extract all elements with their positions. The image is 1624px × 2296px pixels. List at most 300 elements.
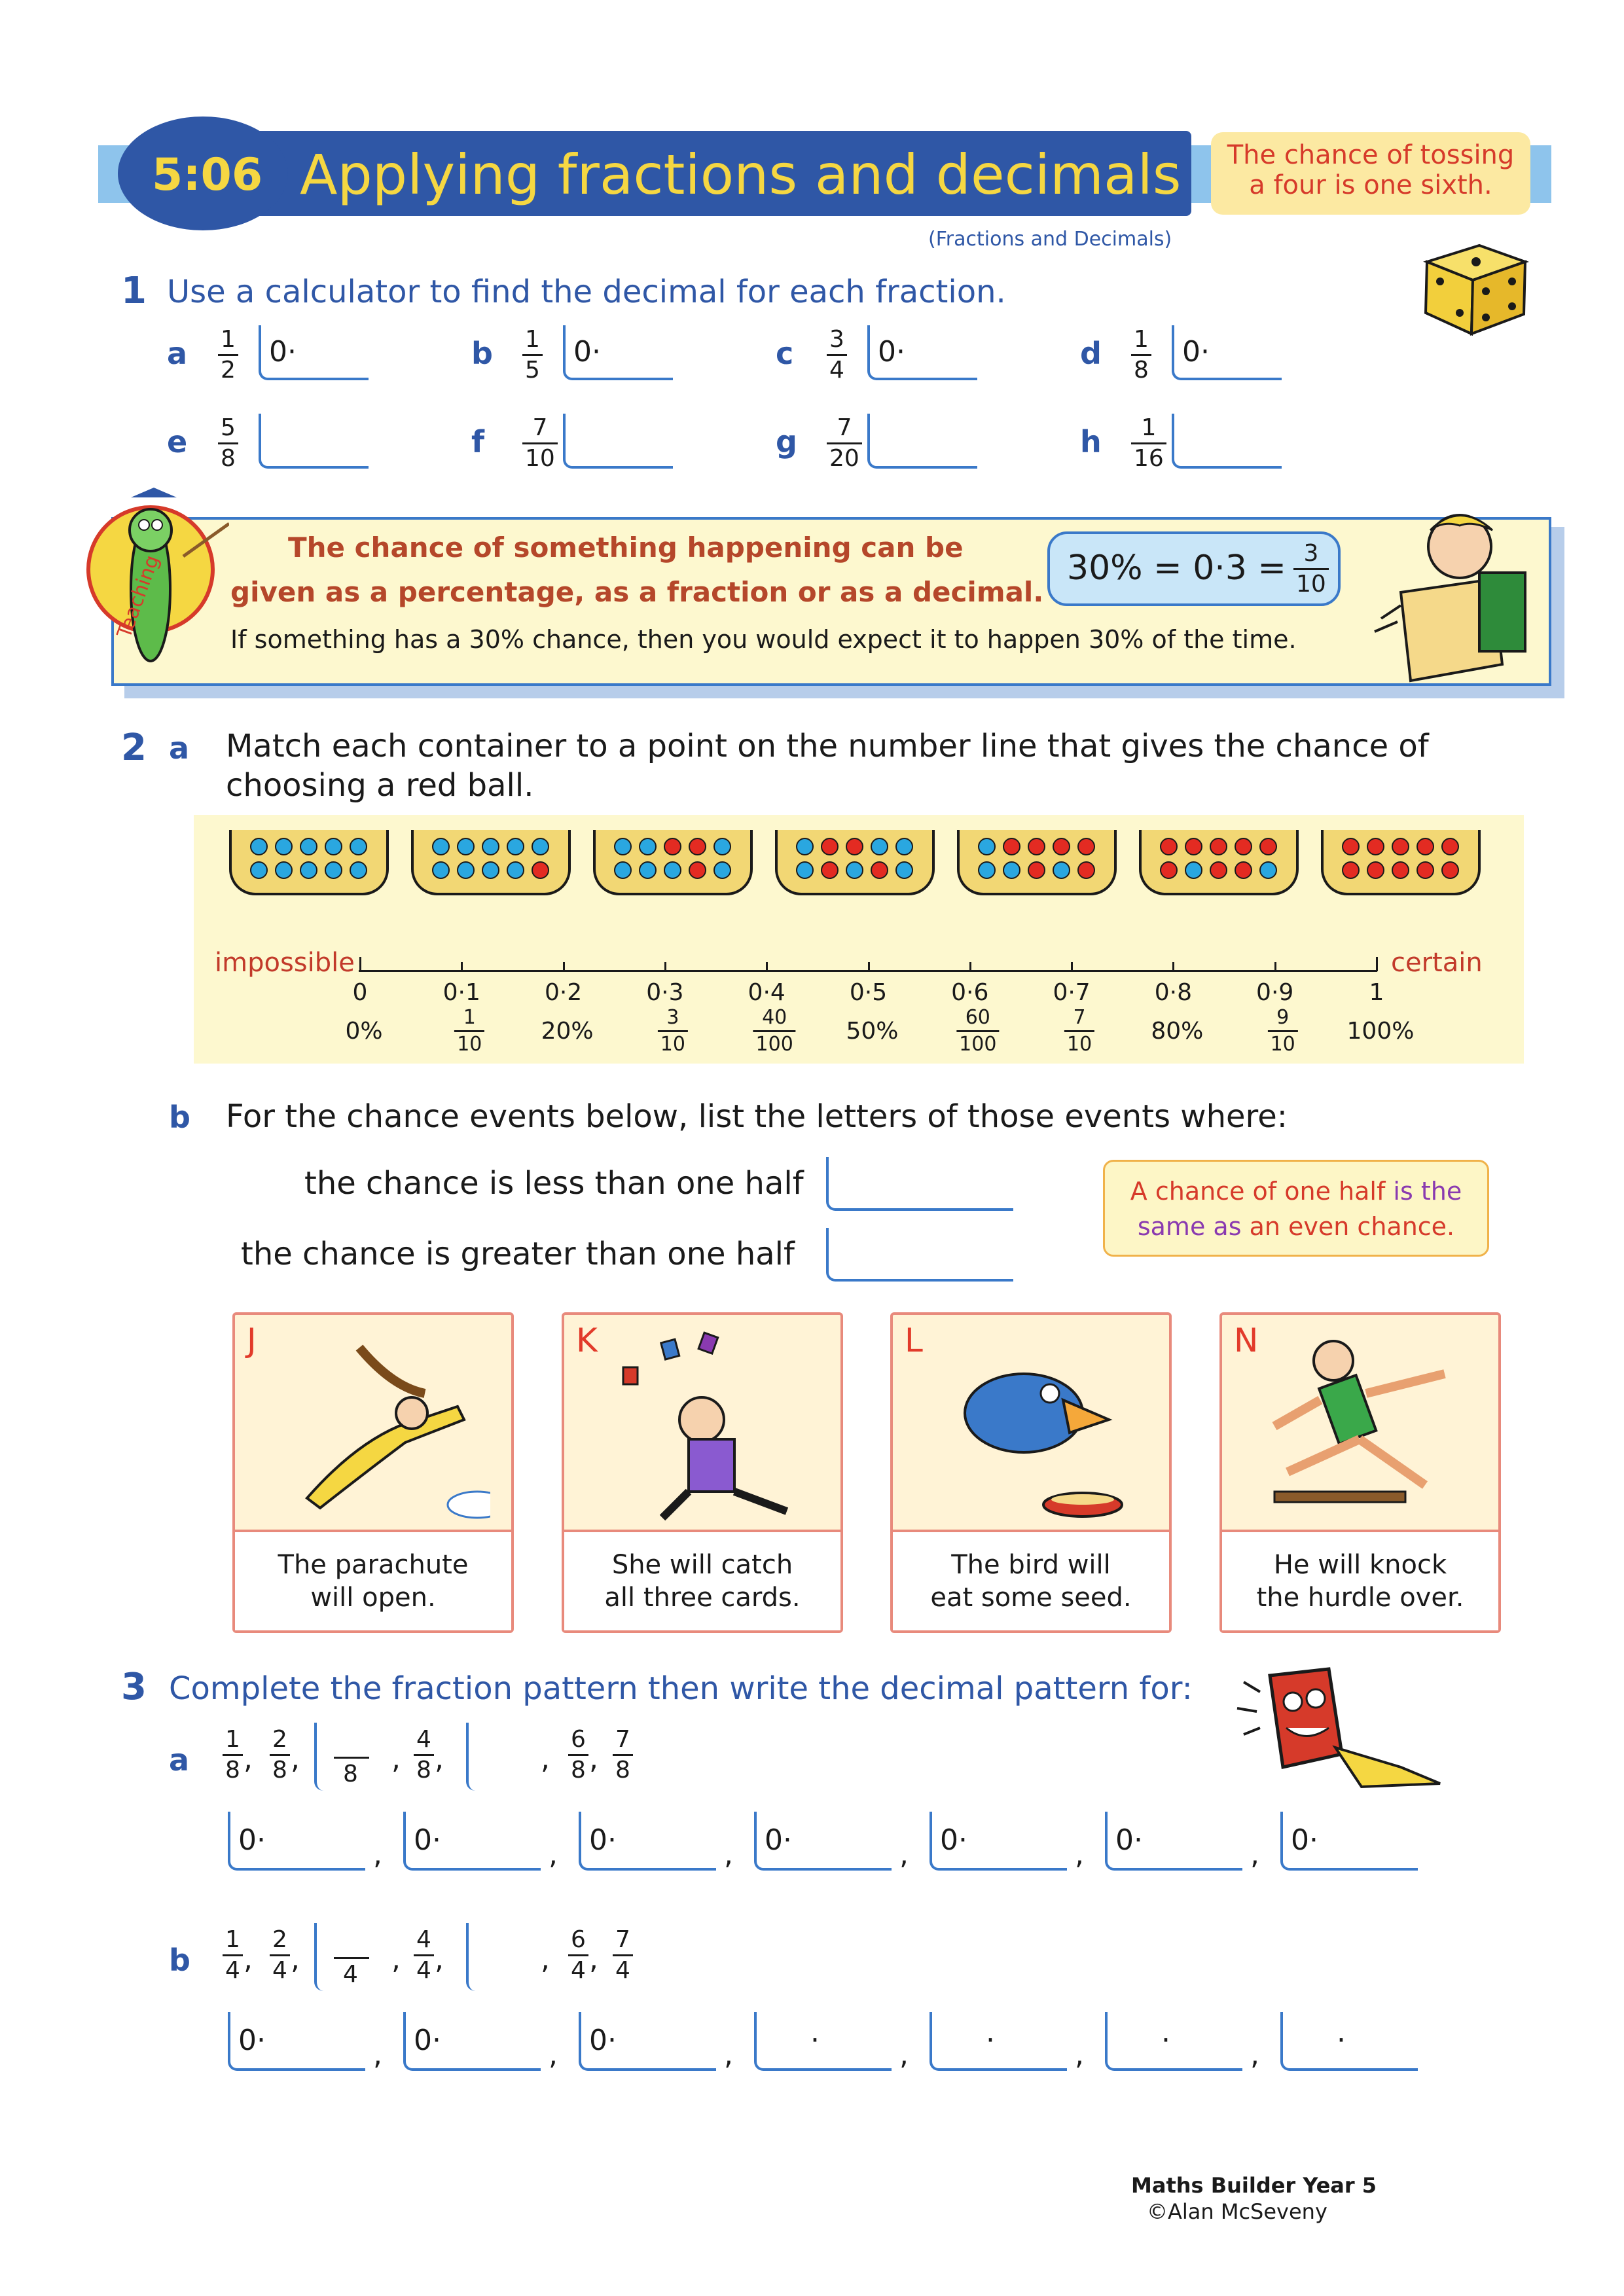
number-line-fraction	[1268, 1008, 1298, 1054]
blank-denominator: 8	[343, 1761, 358, 1787]
decimal-pattern-box[interactable]	[403, 1812, 541, 1871]
numerator: 6	[571, 1726, 586, 1753]
pattern-fraction	[568, 1928, 588, 1982]
pattern-fraction	[270, 1728, 290, 1782]
numerator: 2	[272, 1926, 287, 1953]
comma: ,	[244, 1742, 253, 1776]
red-ball	[532, 861, 549, 879]
blue-ball	[614, 838, 632, 855]
comma: ,	[373, 2038, 382, 2072]
number-line-decimal: 0	[352, 979, 368, 1006]
decimal-pattern-box[interactable]	[754, 2012, 892, 2071]
card-caption: The parachute will open.	[235, 1530, 511, 1630]
note-part-3: same as	[1137, 1212, 1250, 1241]
prefill-text: 0·	[940, 1823, 967, 1857]
denominator: 10	[1064, 1030, 1094, 1054]
bird-illustration	[919, 1328, 1148, 1531]
number-line-fraction	[454, 1008, 484, 1054]
card-letter: N	[1234, 1321, 1259, 1359]
less-than-half-text: the chance is less than one half	[304, 1165, 804, 1202]
dice-icon	[1414, 229, 1538, 340]
red-ball	[1053, 838, 1070, 855]
number-line-tick	[868, 962, 870, 971]
red-ball	[1259, 838, 1277, 855]
question-2a-line-2: choosing a red ball.	[226, 767, 534, 804]
blue-ball	[275, 838, 293, 855]
prefill-text: 0·	[414, 2023, 441, 2057]
student-box-illustration	[1362, 494, 1558, 684]
red-ball	[1342, 861, 1360, 879]
blue-ball	[978, 861, 996, 879]
red-ball	[1392, 838, 1409, 855]
card-catcher-illustration	[590, 1328, 820, 1531]
blue-ball	[457, 838, 475, 855]
comma: ,	[1075, 2038, 1084, 2072]
card-letter: L	[905, 1321, 923, 1359]
pattern-fraction	[414, 1728, 434, 1782]
numerator: 1	[225, 1926, 240, 1953]
blue-ball	[1259, 861, 1277, 879]
number-line-tick	[1172, 962, 1174, 971]
fraction-blank[interactable]	[466, 1923, 538, 1991]
fraction-bar	[334, 1957, 369, 1959]
fraction-blank[interactable]	[466, 1723, 538, 1791]
red-ball	[1235, 838, 1252, 855]
prefill-text: 0·	[414, 1823, 441, 1857]
denominator: 100	[956, 1030, 999, 1054]
question-1-label: a	[167, 336, 188, 371]
ball-container	[229, 830, 389, 895]
decimal-answer-box[interactable]	[563, 325, 673, 380]
red-ball	[1441, 861, 1459, 879]
certain-label: certain	[1391, 948, 1483, 978]
blue-ball	[275, 861, 293, 879]
question-1-label: b	[471, 336, 493, 371]
blue-ball	[432, 861, 450, 879]
red-ball	[1077, 838, 1095, 855]
footer-book-title: Maths Builder Year 5	[1131, 2173, 1377, 2198]
card-caption: He will knock the hurdle over.	[1222, 1530, 1498, 1630]
red-ball	[1367, 861, 1384, 879]
question-3-text: Complete the fraction pattern then write the decimal pattern for:	[169, 1670, 1193, 1707]
page-title: Applying fractions and decimals	[300, 143, 1182, 207]
prefill-text: ·	[986, 2023, 995, 2057]
numerator: 7	[615, 1926, 630, 1953]
numerator: 1	[1141, 414, 1157, 441]
teaching-line-2: given as a percentage, as a fraction or as a decimal.	[230, 576, 1044, 608]
impossible-label: impossible	[215, 948, 355, 978]
numerator: 7	[1073, 1006, 1086, 1029]
numerator: 6	[571, 1926, 586, 1953]
blue-ball	[457, 861, 475, 879]
prefill-text: 0·	[589, 1823, 617, 1857]
blue-ball	[482, 861, 499, 879]
note-part-1: A chance of one half	[1130, 1177, 1394, 1206]
blue-ball	[507, 838, 524, 855]
event-card-l	[890, 1312, 1172, 1633]
blue-ball	[713, 861, 731, 879]
blue-ball	[482, 838, 499, 855]
question-3-number: 3	[121, 1666, 147, 1708]
red-ball	[664, 838, 681, 855]
comma: ,	[391, 1943, 401, 1976]
decimal-pattern-box[interactable]	[403, 2012, 541, 2071]
section-subtitle: (Fractions and Decimals)	[928, 228, 1172, 251]
number-line-percent: 50%	[846, 1018, 899, 1045]
number-line-fraction	[658, 1008, 688, 1054]
denominator: 100	[753, 1030, 796, 1054]
pattern-fraction	[223, 1728, 243, 1782]
number-line-tick	[766, 962, 768, 971]
numerator: 1	[225, 1726, 240, 1753]
decimal-answer-box[interactable]	[867, 325, 977, 380]
question-1-fraction	[1131, 416, 1166, 471]
question-1-text: Use a calculator to find the decimal for each fraction.	[167, 274, 1006, 310]
red-ball	[1367, 838, 1384, 855]
comma: ,	[435, 1943, 444, 1976]
red-ball	[1342, 838, 1360, 855]
red-ball	[1235, 861, 1252, 879]
note-part-2: is the	[1393, 1177, 1462, 1206]
comma: ,	[589, 1943, 598, 1976]
ball-container	[593, 830, 753, 895]
tip-line-1: The chance of tossing	[1227, 140, 1515, 170]
prefill-text: ·	[810, 2023, 820, 2057]
comma: ,	[291, 1943, 300, 1976]
denominator: 4	[827, 354, 847, 382]
blue-ball	[614, 861, 632, 879]
question-2b-text: For the chance events below, list the letters of those events where:	[226, 1098, 1288, 1135]
denominator: 8	[414, 1754, 434, 1782]
blue-ball	[1003, 861, 1020, 879]
number-line-fraction	[956, 1008, 999, 1054]
denominator: 10	[454, 1030, 484, 1054]
number-line-tick	[461, 962, 463, 971]
denominator: 8	[613, 1754, 633, 1782]
prefill-text: 0·	[765, 1823, 792, 1857]
question-1-label: e	[167, 424, 188, 459]
card-caption: She will catch all three cards.	[564, 1530, 840, 1630]
question-1-number: 1	[121, 270, 147, 312]
denominator: 10	[522, 442, 558, 471]
blank-denominator: 4	[343, 1961, 358, 1988]
teaching-line-3: If something has a 30% chance, then you would expect it to happen 30% of the time.	[230, 625, 1297, 654]
decimal-pattern-box[interactable]	[929, 1812, 1067, 1871]
decimal-pattern-box[interactable]	[228, 1812, 365, 1871]
numerator: 1	[463, 1006, 476, 1029]
number-line-decimal: 0·2	[544, 979, 583, 1006]
blue-ball	[507, 861, 524, 879]
denominator: 8	[270, 1754, 290, 1782]
number-line-decimal: 0·3	[646, 979, 684, 1006]
pattern-fraction	[414, 1928, 434, 1982]
ball-container	[957, 830, 1117, 895]
red-ball	[1160, 861, 1178, 879]
blue-ball	[664, 861, 681, 879]
tip-box	[1211, 132, 1530, 215]
blue-ball	[300, 861, 317, 879]
blue-ball	[713, 838, 731, 855]
comma: ,	[589, 1742, 598, 1776]
decimal-answer-box[interactable]	[867, 414, 977, 469]
prefill-text: 0·	[573, 334, 601, 368]
ball-container	[775, 830, 935, 895]
number-line-percent: 20%	[541, 1018, 594, 1045]
number-line-tick	[1376, 957, 1378, 971]
question-2a-label: a	[169, 730, 190, 766]
blue-ball	[796, 861, 814, 879]
red-ball	[1003, 838, 1020, 855]
denominator: 10	[658, 1030, 688, 1054]
red-ball	[689, 838, 706, 855]
decimal-answer-box[interactable]	[1172, 325, 1282, 380]
question-1-fraction	[827, 328, 847, 382]
comma: ,	[549, 1838, 558, 1871]
decimal-pattern-box[interactable]	[1280, 1812, 1418, 1871]
number-line-decimal: 0·5	[849, 979, 888, 1006]
less-than-half-answer[interactable]	[826, 1157, 1013, 1211]
prefill-text: ·	[1161, 2023, 1170, 2057]
comma: ,	[899, 2038, 909, 2072]
number-line-decimal: 1	[1369, 979, 1384, 1006]
red-ball	[1160, 838, 1178, 855]
denominator: 10	[1268, 1030, 1298, 1054]
red-ball	[1392, 861, 1409, 879]
number-line-decimal: 0·7	[1053, 979, 1091, 1006]
comma: ,	[899, 1838, 909, 1871]
denominator: 4	[223, 1954, 243, 1982]
red-ball	[1185, 838, 1202, 855]
blue-ball	[871, 838, 888, 855]
footer-copyright: ©Alan McSeveny	[1147, 2199, 1327, 2224]
decimal-pattern-box[interactable]	[579, 2012, 716, 2071]
blue-ball	[796, 838, 814, 855]
question-1-fraction	[1131, 328, 1151, 382]
formula-fraction: $\frac{3}{10}$	[1293, 542, 1329, 596]
prefill-text: 0·	[589, 2023, 617, 2057]
numerator: 5	[221, 414, 236, 441]
blue-ball	[350, 838, 367, 855]
blue-ball	[1185, 861, 1202, 879]
tip-line-2: a four is one sixth.	[1249, 170, 1492, 200]
blue-ball	[895, 838, 913, 855]
question-2b-label: b	[169, 1100, 190, 1135]
red-ball	[871, 861, 888, 879]
even-chance-note	[1103, 1160, 1489, 1257]
blue-ball	[250, 838, 268, 855]
greater-than-half-text: the chance is greater than one half	[241, 1236, 795, 1272]
blue-ball	[250, 861, 268, 879]
comma: ,	[391, 1742, 401, 1776]
question-3-label: b	[169, 1943, 190, 1978]
prefill-text: 0·	[1291, 1823, 1318, 1857]
denominator: 2	[218, 354, 238, 382]
comma: ,	[541, 1943, 550, 1976]
red-ball	[821, 838, 839, 855]
denominator: 5	[522, 354, 543, 382]
number-line-decimal: 0·4	[748, 979, 785, 1006]
ball-container	[1139, 830, 1299, 895]
comma: ,	[549, 2038, 558, 2072]
decimal-answer-box[interactable]	[259, 325, 369, 380]
decimal-pattern-box[interactable]	[1105, 1812, 1242, 1871]
comma: ,	[291, 1742, 300, 1776]
question-1-fraction	[522, 416, 558, 471]
comma: ,	[541, 1742, 550, 1776]
decimal-answer-box[interactable]	[1172, 414, 1282, 469]
blue-ball	[895, 861, 913, 879]
numerator: 2	[272, 1726, 287, 1753]
number-line-decimal: 0·6	[951, 979, 989, 1006]
blue-ball	[978, 838, 996, 855]
question-1-fraction	[218, 328, 238, 382]
parachutist-illustration	[261, 1328, 490, 1524]
card-letter: K	[576, 1321, 598, 1359]
ball-container	[411, 830, 571, 895]
blue-ball	[325, 861, 342, 879]
numerator: 1	[221, 326, 236, 353]
pattern-fraction	[568, 1728, 588, 1782]
ball-container	[1321, 830, 1481, 895]
numerator: 1	[1134, 326, 1149, 353]
decimal-pattern-box[interactable]	[754, 1812, 892, 1871]
formula-left: 30% = 0·3 =	[1067, 548, 1287, 588]
number-line-percent: 100%	[1346, 1018, 1415, 1045]
blue-ball	[532, 838, 549, 855]
section-number: 5:06	[152, 149, 263, 201]
denominator: 4	[270, 1954, 290, 1982]
prefill-text: 0·	[238, 1823, 266, 1857]
formula-box	[1047, 531, 1341, 606]
comma: ,	[244, 1943, 253, 1976]
denominator: 4	[414, 1954, 434, 1982]
number-line-decimal: 0·8	[1154, 979, 1193, 1006]
numerator: 40	[762, 1006, 787, 1029]
greater-than-half-answer[interactable]	[826, 1228, 1013, 1282]
number-line-fraction	[1064, 1008, 1094, 1054]
comma: ,	[435, 1742, 444, 1776]
numerator: 9	[1276, 1006, 1290, 1029]
number-line-tick	[359, 957, 361, 971]
number-line-percent: 80%	[1151, 1018, 1204, 1045]
numerator: 1	[525, 326, 540, 353]
note-part-4: an even chance.	[1249, 1212, 1455, 1241]
pattern-fraction	[223, 1928, 243, 1982]
decimal-answer-box[interactable]	[259, 414, 369, 469]
comma: ,	[1250, 2038, 1259, 2072]
denominator: 4	[613, 1954, 633, 1982]
denominator: 8	[568, 1754, 588, 1782]
red-ball	[821, 861, 839, 879]
question-1-label: g	[776, 424, 797, 459]
blue-ball	[846, 861, 863, 879]
number-line-decimal: 0·9	[1256, 979, 1294, 1006]
numerator: 7	[532, 414, 548, 441]
decimal-pattern-box[interactable]	[1105, 2012, 1242, 2071]
comma: ,	[1250, 1838, 1259, 1871]
denominator: 16	[1131, 442, 1166, 471]
red-ball	[1441, 838, 1459, 855]
question-1-label: c	[776, 336, 794, 371]
decimal-pattern-box[interactable]	[1280, 2012, 1418, 2071]
comma: ,	[373, 1838, 382, 1871]
question-1-fraction	[827, 416, 862, 471]
event-card-n	[1219, 1312, 1501, 1633]
red-ball	[846, 838, 863, 855]
red-ball	[1210, 838, 1227, 855]
numerator: 4	[416, 1926, 431, 1953]
question-2-number: 2	[121, 726, 147, 769]
red-ball	[1077, 861, 1095, 879]
card-letter: J	[247, 1321, 257, 1359]
prefill-text: 0·	[878, 334, 905, 368]
denominator: 8	[218, 442, 238, 471]
question-1-label: h	[1080, 424, 1102, 459]
hurdler-illustration	[1248, 1328, 1477, 1531]
prefill-text: ·	[1337, 2023, 1346, 2057]
pattern-fraction	[270, 1928, 290, 1982]
question-1-fraction	[218, 416, 238, 471]
comma: ,	[724, 2038, 733, 2072]
event-card-j	[232, 1312, 514, 1633]
comma: ,	[1075, 1838, 1084, 1871]
prefill-text: 0·	[269, 334, 297, 368]
teaching-badge-text: Teaching	[113, 552, 164, 641]
number-line-decimal: 0·1	[442, 979, 480, 1006]
number-line-fraction	[753, 1008, 796, 1054]
number-line-tick	[563, 962, 565, 971]
denominator: 8	[223, 1754, 243, 1782]
blue-ball	[639, 838, 657, 855]
prefill-text: 0·	[1115, 1823, 1143, 1857]
blue-ball	[300, 838, 317, 855]
teaching-badge-icon	[85, 471, 229, 707]
blue-ball	[1053, 861, 1070, 879]
comma: ,	[724, 1838, 733, 1871]
decimal-pattern-box[interactable]	[228, 2012, 365, 2071]
number-line-tick	[1071, 962, 1073, 971]
blue-ball	[325, 838, 342, 855]
red-ball	[1028, 838, 1045, 855]
running-shoe-illustration	[1231, 1656, 1453, 1800]
blue-ball	[350, 861, 367, 879]
card-caption: The bird will eat some seed.	[893, 1530, 1169, 1630]
red-ball	[1416, 861, 1434, 879]
number-line-tick	[969, 962, 971, 971]
numerator: 4	[416, 1726, 431, 1753]
numerator: 3	[666, 1006, 679, 1029]
decimal-answer-box[interactable]	[563, 414, 673, 469]
prefill-text: 0·	[238, 2023, 266, 2057]
number-line-percent: 0%	[345, 1018, 383, 1045]
red-ball	[689, 861, 706, 879]
number-line-tick	[1274, 962, 1276, 971]
denominator: 8	[1131, 354, 1151, 382]
numerator: 7	[837, 414, 852, 441]
red-ball	[1028, 861, 1045, 879]
decimal-pattern-box[interactable]	[579, 1812, 716, 1871]
denominator: 4	[568, 1954, 588, 1982]
event-card-k	[562, 1312, 843, 1633]
question-1-fraction	[522, 328, 543, 382]
decimal-pattern-box[interactable]	[929, 2012, 1067, 2071]
question-1-label: d	[1080, 336, 1102, 371]
red-ball	[1210, 861, 1227, 879]
pattern-fraction	[613, 1928, 633, 1982]
blue-ball	[639, 861, 657, 879]
numerator: 3	[829, 326, 844, 353]
blue-ball	[432, 838, 450, 855]
